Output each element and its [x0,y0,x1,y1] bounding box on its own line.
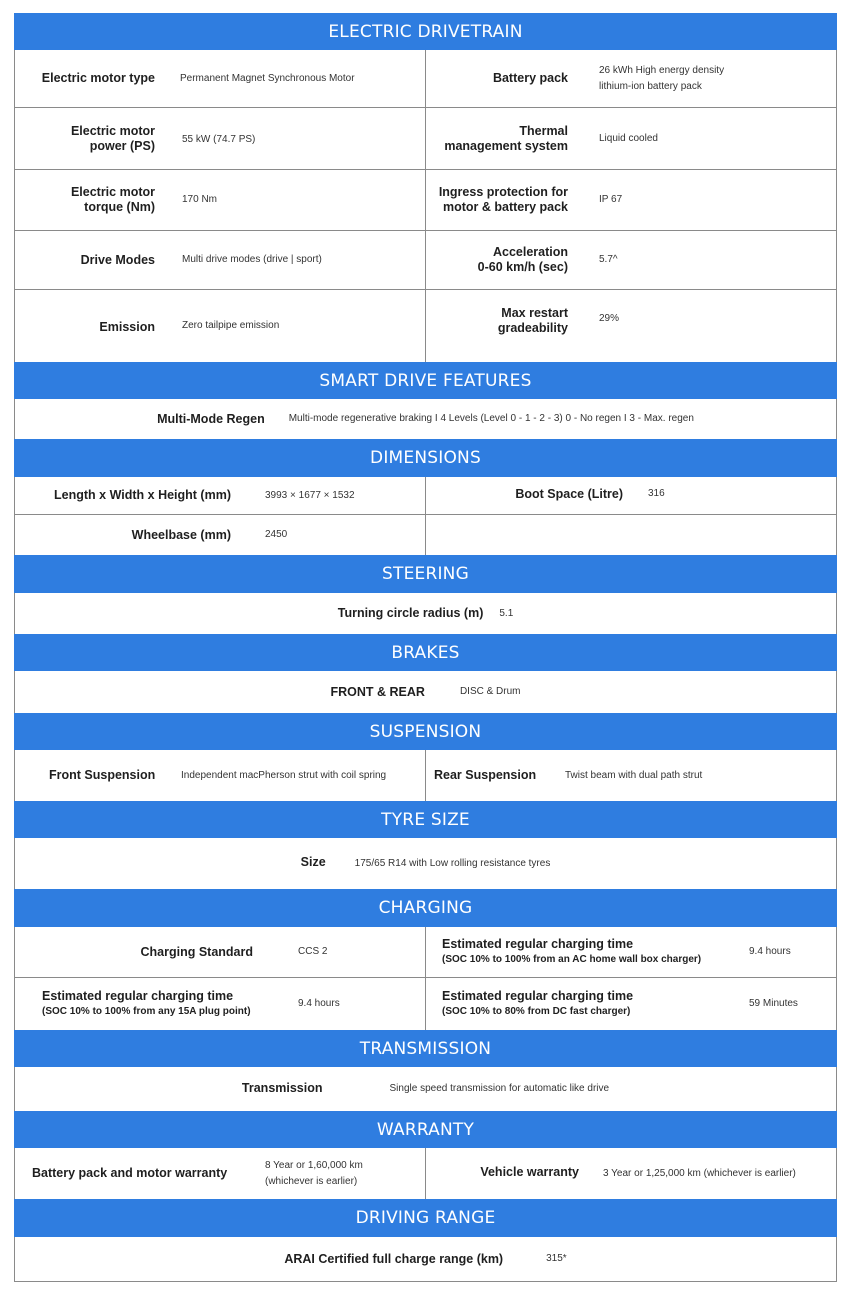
section-steering [14,593,837,634]
spec-row [15,231,836,290]
spec-cell [15,290,426,362]
spec-cell [426,927,836,977]
spec-value: 59 Minutes [749,998,798,1009]
spec-value: 316 [648,487,665,499]
spec-label [426,124,568,154]
spec-value: Multi-mode regenerative braking I 4 Levels (Level 0 - 1 - 2 - 3) 0 - No regen I 3 - Max. regen [288,413,694,424]
spec-label: Battery pack and motor warranty [32,1166,228,1180]
spec-value: 170 Nm [182,194,218,205]
spec-cell [426,477,836,514]
spec-value: 3993 × 1677 × 1532 [265,489,355,501]
spec-cell [426,1148,836,1199]
spec-label-line: Max restart [501,306,568,320]
spec-label [426,245,568,275]
spec-label: ARAI Certified full charge range (km) [284,1251,504,1266]
spec-label-line: gradeability [497,321,568,335]
spec-cell [15,170,426,230]
spec-row [15,927,836,978]
spec-label: Emission [99,319,155,334]
spec-label-line: Estimated regular charging time [442,937,634,951]
spec-value: Single speed transmission for automatic like drive [389,1083,610,1094]
spec-value: 55 kW (74.7 PS) [182,133,256,145]
spec-label [15,124,155,154]
spec-cell [426,108,836,169]
spec-label [426,306,568,336]
spec-cell [15,1237,836,1281]
spec-label-line: power (PS) [89,138,155,153]
section-charging [14,927,837,1030]
section-suspension [14,750,837,801]
spec-cell [426,290,836,362]
spec-label: Multi-Mode Regen [157,411,265,426]
spec-cell [15,231,426,289]
spec-sheet [14,13,837,1282]
spec-row [15,978,836,1030]
spec-cell [426,170,836,230]
spec-row [15,170,836,231]
spec-cell [426,750,836,801]
spec-label [426,185,568,215]
spec-row [15,1148,836,1199]
spec-label-line: Thermal [519,123,568,138]
spec-label-line: Ingress protection for [438,185,568,199]
spec-label-line: Estimated regular charging time [42,989,234,1003]
spec-value-line: 26 kWh High energy density [599,64,725,76]
spec-label-line: torque (Nm) [84,200,155,214]
spec-value: IP 67 [599,194,623,205]
section-header-transmission: TRANSMISSION [14,1030,837,1067]
spec-value: Permanent Magnet Synchronous Motor [180,72,355,84]
spec-value: 5.1 [499,607,514,619]
spec-label-sub: (SOC 10% to 100% from any 15A plug point) [42,1006,251,1017]
spec-value: 2450 [265,529,288,540]
spec-cell [15,750,426,801]
spec-label-line: management system [444,138,568,153]
section-tyre-size [14,838,837,889]
spec-value [568,63,724,95]
spec-row [15,1237,836,1281]
spec-cell [15,927,426,977]
spec-value: 3 Year or 1,25,000 km (whichever is earlier) [603,1167,796,1179]
spec-label: Boot Space (Litre) [515,487,623,501]
section-transmission [14,1067,837,1111]
spec-value: Twist beam with dual path strut [565,769,703,781]
section-header-smart-drive: SMART DRIVE FEATURES [14,362,837,399]
spec-label [15,185,155,215]
spec-label: Vehicle warranty [480,1164,579,1179]
spec-cell [426,231,836,289]
spec-cell [426,978,836,1030]
spec-row [15,838,836,889]
section-electric-drivetrain [14,50,837,362]
spec-label: Battery pack [492,71,568,85]
spec-value-line: lithium-ion battery pack [599,80,702,92]
spec-cell [15,593,836,634]
spec-label: Rear Suspension [434,768,537,782]
spec-label [426,937,749,967]
spec-value: Multi drive modes (drive | sport) [182,254,322,265]
spec-label: Size [300,855,326,869]
spec-cell [15,50,426,107]
spec-cell-empty [426,515,836,555]
spec-cell [15,108,426,169]
spec-value: Liquid cooled [599,132,658,144]
spec-row [15,1067,836,1111]
spec-value-line: (whichever is earlier) [265,1175,358,1187]
section-smart-drive [14,399,837,439]
section-header-steering: STEERING [14,555,837,593]
section-header-brakes: BRAKES [14,634,837,671]
spec-label: Length x Width x Height (mm) [54,488,231,502]
spec-row [15,515,836,555]
section-warranty [14,1148,837,1199]
spec-value: 5.7^ [599,254,618,265]
spec-value: Zero tailpipe emission [182,320,280,331]
spec-row [15,593,836,634]
spec-label: Turning circle radius (m) [337,606,484,620]
spec-label-line: Electric motor [70,185,155,199]
spec-label-line: Acceleration [492,245,568,259]
section-header-warranty: WARRANTY [14,1111,837,1148]
spec-row [15,750,836,801]
section-header-suspension: SUSPENSION [14,713,837,750]
section-header-charging: CHARGING [14,889,837,927]
spec-value: 9.4 hours [298,998,340,1009]
spec-row [15,50,836,108]
section-driving-range [14,1237,837,1282]
spec-cell [15,671,836,713]
spec-cell [15,978,426,1030]
spec-value: 175/65 R14 with Low rolling resistance tyres [354,857,551,869]
spec-label-line: 0-60 km/h (sec) [477,260,568,274]
spec-value: Independent macPherson strut with coil spring [181,769,387,781]
spec-value [265,1158,363,1190]
section-header-driving-range: DRIVING RANGE [14,1199,837,1237]
spec-cell [15,1148,426,1199]
spec-row [15,290,836,362]
spec-cell [15,477,426,514]
spec-label-line: Estimated regular charging time [442,989,634,1003]
spec-cell [15,399,836,439]
spec-row [15,108,836,170]
section-brakes [14,671,837,713]
spec-row [15,477,836,515]
spec-label: FRONT & REAR [330,684,425,699]
spec-label: Charging Standard [140,944,253,959]
spec-label [426,989,749,1019]
spec-label-line: Electric motor [70,123,155,138]
spec-value: CCS 2 [298,946,328,957]
section-header-dimensions: DIMENSIONS [14,439,837,477]
spec-label [15,989,298,1019]
spec-label: Wheelbase (mm) [131,527,231,542]
spec-label: Drive Modes [80,252,155,267]
section-dimensions [14,477,837,555]
spec-row [15,399,836,439]
spec-row [15,671,836,713]
spec-cell [15,1067,836,1111]
spec-label-sub: (SOC 10% to 80% from DC fast charger) [442,1006,631,1017]
spec-label: Front Suspension [49,768,156,782]
spec-label-line: motor & battery pack [442,200,568,214]
section-header-electric-drivetrain: ELECTRIC DRIVETRAIN [14,13,837,50]
spec-label-sub: (SOC 10% to 100% from an AC home wall box charger) [442,954,702,965]
spec-label: Electric motor type [41,71,155,85]
spec-cell [15,515,426,555]
spec-cell [426,50,836,107]
spec-label: Transmission [241,1080,323,1095]
spec-value-line: 8 Year or 1,60,000 km [265,1159,363,1171]
spec-value: 29% [599,313,620,324]
spec-cell [15,838,836,889]
spec-value: DISC & Drum [459,686,521,697]
spec-value: 315* [546,1253,567,1264]
section-header-tyre-size: TYRE SIZE [14,801,837,838]
spec-value: 9.4 hours [749,946,791,957]
